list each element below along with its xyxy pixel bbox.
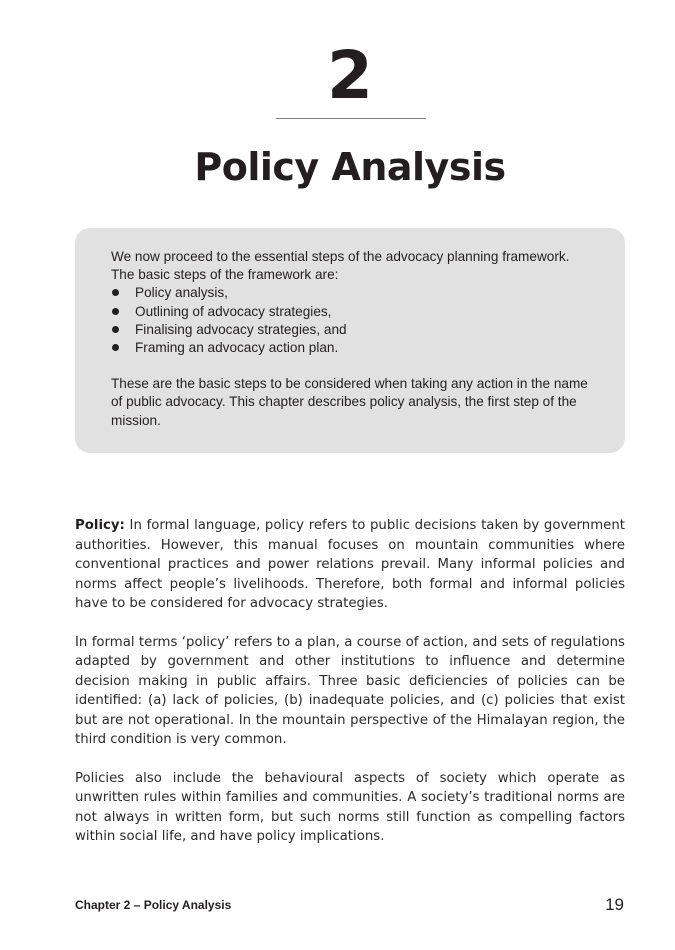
chapter-number: 2 [327, 37, 373, 114]
intro-closing-paragraph: These are the basic steps to be considered when taking any action in the name of public advocacy. This chapter describes policy analysis, the first step of the mission. [111, 376, 588, 428]
policy-term: Policy: [75, 518, 125, 533]
chapter-title: Policy Analysis [194, 145, 506, 189]
list-item-label: Policy analysis, [135, 285, 228, 301]
bullet-icon [112, 344, 119, 351]
page-number: 19 [605, 895, 624, 914]
bullet-icon [112, 289, 119, 296]
intro-lead-line-1: We now proceed to the essential steps of the advocacy planning framework. [111, 249, 570, 264]
intro-lead-line-2: The basic steps of the framework are: [111, 267, 339, 283]
bullet-icon [112, 308, 119, 315]
body-text [75, 516, 625, 866]
paragraph-text: In formal language, policy refers to public decisions taken by government authorities. However, this manual focuses on mountain communities where conventional practices and power relations prevail. Many informal policies and norms affect people’s livelihoods. Therefore, both formal and informal policies have to be considered for advocacy strategies. [75, 518, 625, 611]
chapter-divider [276, 118, 426, 119]
list-item-label: Finalising advocacy strategies, and [135, 321, 347, 337]
intro-box [75, 228, 625, 453]
list-item [111, 303, 595, 321]
bullet-icon [112, 326, 119, 333]
intro-step-list [111, 284, 595, 357]
footer-chapter-label: Chapter 2 – Policy Analysis [75, 898, 232, 912]
paragraph-formal-terms: In formal terms ‘policy’ refers to a plan, a course of action, and sets of regulations adapted by government and other institutions to influence and determine decision making in public affairs. Three basic deficiencies of policies can be identified: (a) lack of policies, (b) inadequate policies, and (c) policies that exist but are not operational. In the mountain perspective of the Himalayan region, the third condition is very common. [75, 634, 625, 747]
list-item-label: Outlining of advocacy strategies, [135, 303, 332, 319]
list-item-label: Framing an advocacy action plan. [135, 340, 339, 356]
list-item [111, 321, 595, 339]
list-item [111, 284, 595, 302]
paragraph-behavioural-aspects: Policies also include the behavioural aspects of society which operate as unwritten rules within families and communities. A society’s traditional norms are not always in written form, but such norms still function as compelling factors within social life, and have policy implications. [75, 770, 625, 844]
paragraph-policy-definition [75, 516, 625, 614]
list-item [111, 339, 595, 357]
